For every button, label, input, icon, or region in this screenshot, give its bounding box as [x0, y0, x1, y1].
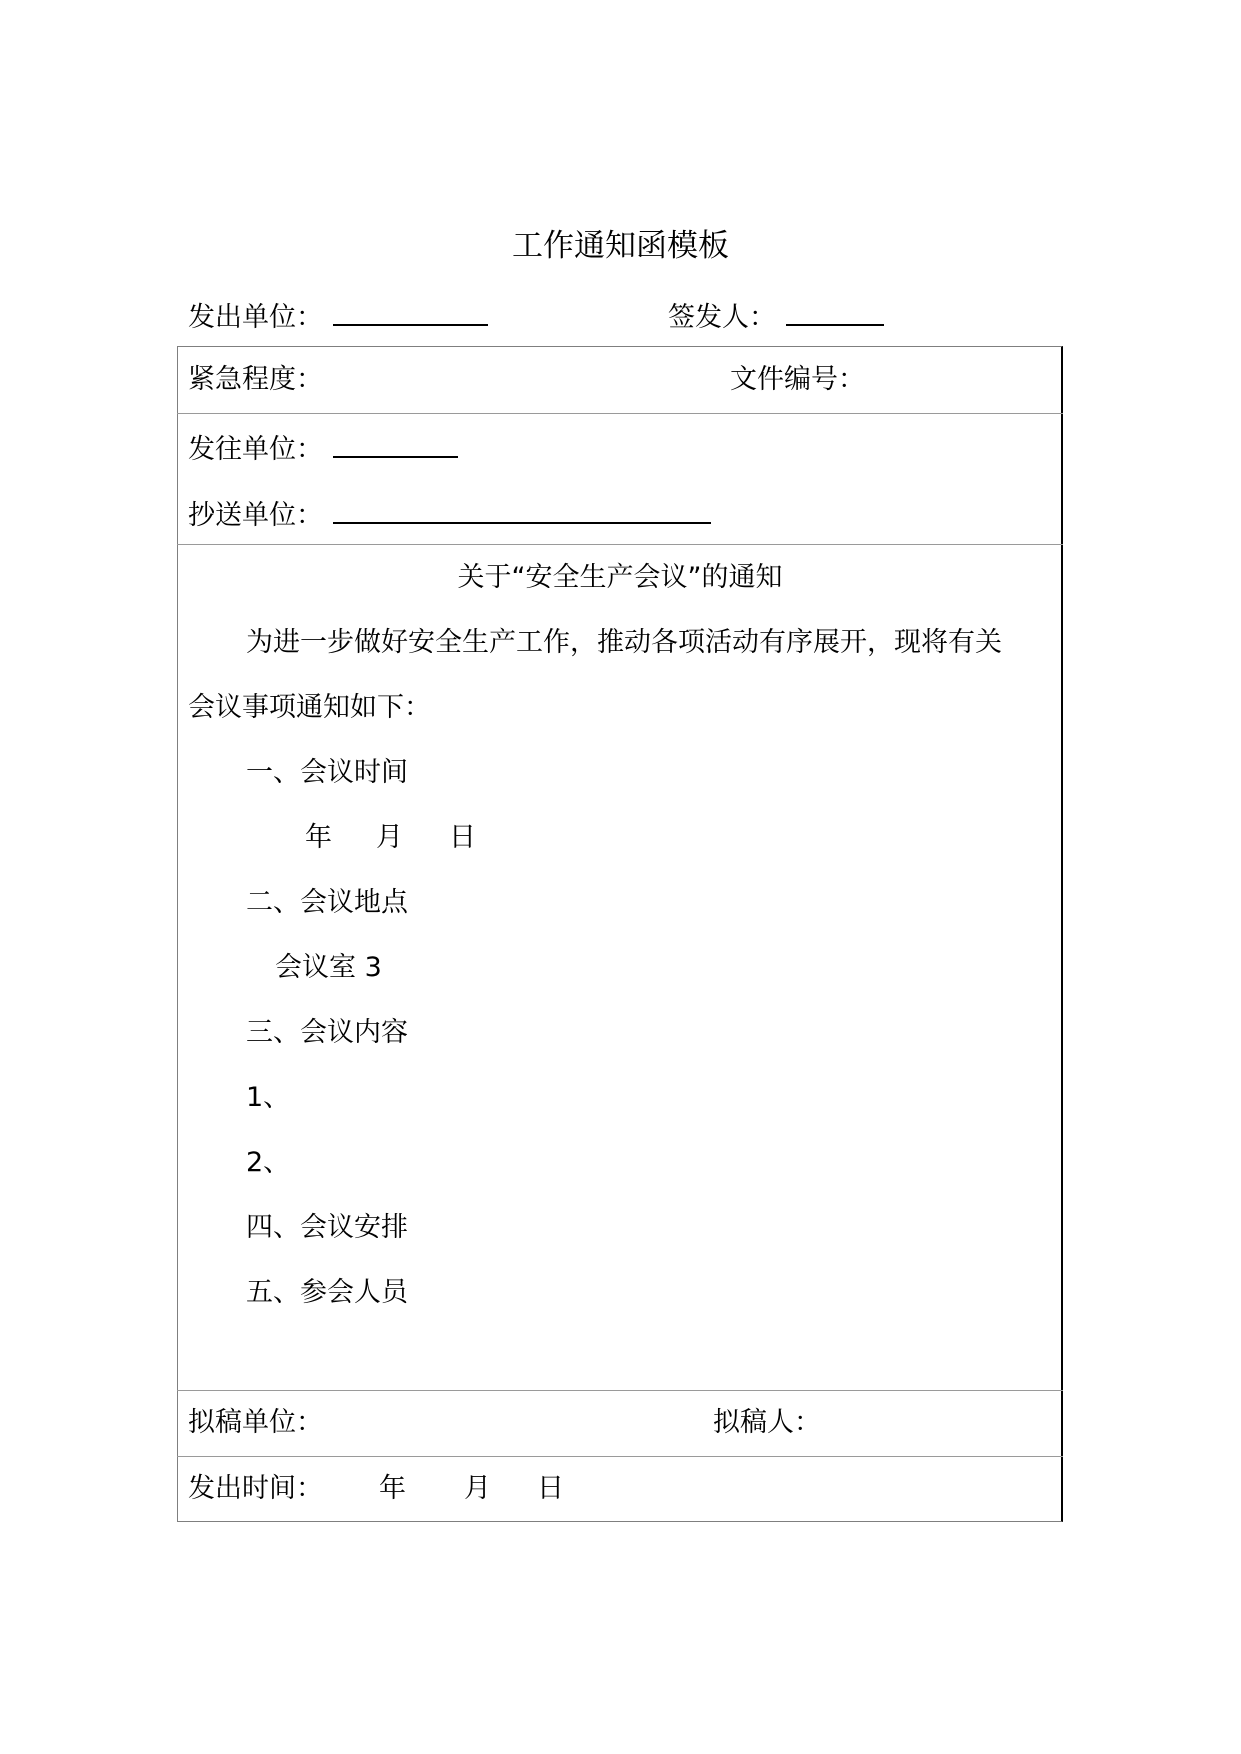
row-divider: [177, 1456, 1063, 1457]
signer-blank[interactable]: [786, 296, 884, 326]
issue-year: 年: [379, 1473, 406, 1504]
content-item-1: 1、: [246, 1082, 291, 1113]
cc-label: 抄送单位：: [188, 500, 323, 531]
signer-label: 签发人：: [668, 302, 776, 333]
drafting-unit-label: 拟稿单位：: [188, 1407, 323, 1438]
row-divider: [177, 544, 1063, 545]
send-to-blank[interactable]: [333, 428, 458, 458]
issue-time-field: [188, 1471, 564, 1507]
cc-blank[interactable]: [333, 494, 711, 524]
section-meeting-arrangement: 四、会议安排: [246, 1212, 408, 1243]
send-to-label: 发往单位：: [188, 434, 323, 465]
file-number-label: 文件编号：: [730, 364, 865, 395]
signer-field: [668, 296, 884, 336]
issuer-unit-label: 发出单位：: [188, 302, 323, 333]
meeting-location: 会议室 3: [275, 952, 382, 983]
row-divider: [177, 1390, 1063, 1391]
section-meeting-location: 二、会议地点: [246, 887, 408, 918]
issuer-unit-field: [188, 296, 488, 336]
send-to-field: [188, 428, 458, 468]
issue-month: 月: [464, 1473, 491, 1504]
issuer-unit-blank[interactable]: [333, 296, 488, 326]
issue-time-label: 发出时间：: [188, 1473, 323, 1504]
issue-day: 日: [537, 1473, 564, 1504]
intro-line-1: 为进一步做好安全生产工作，推动各项活动有序展开，现将有关: [246, 627, 1002, 658]
notice-heading: 关于“安全生产会议”的通知: [457, 562, 783, 593]
row-divider: [177, 413, 1063, 414]
section-meeting-time: 一、会议时间: [246, 757, 408, 788]
meeting-date: [305, 820, 476, 856]
section-attendees: 五、参会人员: [246, 1277, 408, 1308]
cc-field: [188, 494, 711, 534]
drafter-label: 拟稿人：: [713, 1407, 821, 1438]
section-meeting-content: 三、会议内容: [246, 1017, 408, 1048]
document-title: 工作通知函模板: [512, 228, 729, 264]
content-item-2: 2、: [246, 1147, 291, 1178]
meeting-day: 日: [449, 822, 476, 853]
meeting-year: 年: [305, 822, 332, 853]
urgency-label: 紧急程度：: [188, 364, 323, 395]
intro-line-2: 会议事项通知如下：: [188, 692, 431, 723]
meeting-month: 月: [376, 822, 403, 853]
